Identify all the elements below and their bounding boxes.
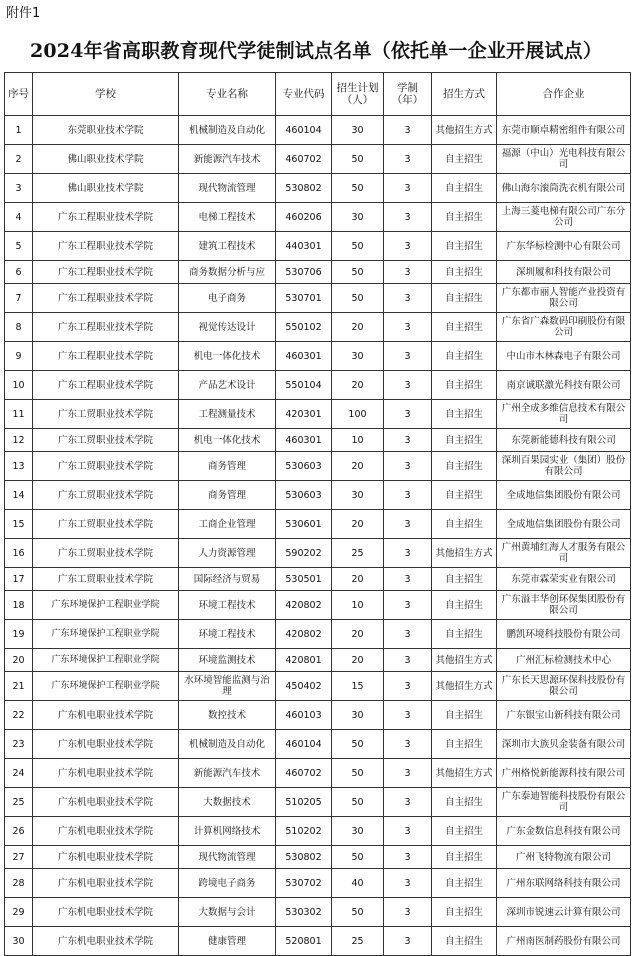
cell-enterprise: 广东都市丽人智能产业投资有限公司 — [497, 284, 631, 313]
cell-major: 电子商务 — [179, 284, 276, 313]
cell-major: 视觉传达设计 — [179, 313, 276, 342]
cell-no: 17 — [5, 568, 33, 591]
cell-code: 520801 — [276, 927, 332, 956]
cell-enterprise: 深圳市锐速云计算有限公司 — [497, 898, 631, 927]
cell-major: 新能源汽车技术 — [179, 145, 276, 174]
cell-no: 7 — [5, 284, 33, 313]
cell-major: 环境工程技术 — [179, 620, 276, 649]
cell-major: 新能源汽车技术 — [179, 759, 276, 788]
cell-plan: 50 — [332, 145, 384, 174]
table-row — [5, 261, 631, 284]
cell-school: 广东机电职业技术学院 — [33, 846, 179, 869]
cell-plan: 40 — [332, 869, 384, 898]
table-row — [5, 788, 631, 817]
cell-plan: 20 — [332, 452, 384, 481]
cell-enterprise: 福源（中山）光电科技有限公司 — [497, 145, 631, 174]
cell-mode: 自主招生 — [432, 568, 497, 591]
table-row — [5, 452, 631, 481]
cell-plan: 50 — [332, 232, 384, 261]
cell-code: 510205 — [276, 788, 332, 817]
cell-enterprise: 广州汇标检测技术中心 — [497, 649, 631, 672]
cell-school: 广东环境保护工程职业学院 — [33, 591, 179, 620]
cell-enterprise: 南京诚联激光科技有限公司 — [497, 371, 631, 400]
cell-enterprise: 全成地信集团股份有限公司 — [497, 481, 631, 510]
cell-school: 广东机电职业技术学院 — [33, 898, 179, 927]
cell-code: 530802 — [276, 846, 332, 869]
header-plan-line2: （人） — [341, 94, 374, 106]
cell-code: 530802 — [276, 174, 332, 203]
cell-mode: 其他招生方式 — [432, 539, 497, 568]
cell-code: 460206 — [276, 203, 332, 232]
cell-major: 大数据技术 — [179, 788, 276, 817]
table-row — [5, 846, 631, 869]
cell-school: 广东工程职业技术学院 — [33, 203, 179, 232]
cell-mode: 其他招生方式 — [432, 116, 497, 145]
cell-school: 广东环境保护工程职业学院 — [33, 620, 179, 649]
cell-years: 3 — [384, 672, 432, 701]
cell-major: 工程测量技术 — [179, 400, 276, 429]
table-row — [5, 174, 631, 203]
cell-mode: 自主招生 — [432, 898, 497, 927]
table-row — [5, 400, 631, 429]
cell-code: 460301 — [276, 429, 332, 452]
cell-years: 3 — [384, 701, 432, 730]
cell-major: 机电一体化技术 — [179, 429, 276, 452]
cell-years: 3 — [384, 591, 432, 620]
cell-no: 26 — [5, 817, 33, 846]
header-enterprise: 合作企业 — [497, 73, 631, 116]
cell-major: 产品艺术设计 — [179, 371, 276, 400]
cell-mode: 其他招生方式 — [432, 672, 497, 701]
cell-school: 广东机电职业技术学院 — [33, 927, 179, 956]
cell-code: 460301 — [276, 342, 332, 371]
cell-enterprise: 深圳履和科技有限公司 — [497, 261, 631, 284]
table-row — [5, 342, 631, 371]
cell-years: 3 — [384, 429, 432, 452]
cell-mode: 其他招生方式 — [432, 759, 497, 788]
cell-enterprise: 东莞市顺卓精密组件有限公司 — [497, 116, 631, 145]
cell-enterprise: 广州南医制药股份有限公司 — [497, 927, 631, 956]
cell-mode: 自主招生 — [432, 591, 497, 620]
cell-years: 3 — [384, 788, 432, 817]
cell-mode: 自主招生 — [432, 620, 497, 649]
cell-years: 3 — [384, 145, 432, 174]
cell-major: 环境工程技术 — [179, 591, 276, 620]
cell-code: 550104 — [276, 371, 332, 400]
cell-no: 4 — [5, 203, 33, 232]
cell-code: 530603 — [276, 481, 332, 510]
cell-school: 广东工贸职业技术学院 — [33, 539, 179, 568]
cell-mode: 自主招生 — [432, 452, 497, 481]
cell-school: 广东机电职业技术学院 — [33, 759, 179, 788]
header-school: 学校 — [33, 73, 179, 116]
cell-enterprise: 鹏凯环境科技股份有限公司 — [497, 620, 631, 649]
cell-code: 530706 — [276, 261, 332, 284]
cell-code: 450402 — [276, 672, 332, 701]
cell-mode: 自主招生 — [432, 145, 497, 174]
table-row — [5, 869, 631, 898]
attachment-label: 附件1 — [6, 6, 41, 21]
cell-no: 23 — [5, 730, 33, 759]
cell-school: 广东机电职业技术学院 — [33, 730, 179, 759]
cell-plan: 10 — [332, 429, 384, 452]
header-code: 专业代码 — [276, 73, 332, 116]
cell-code: 530501 — [276, 568, 332, 591]
table-row — [5, 701, 631, 730]
cell-school: 佛山职业技术学院 — [33, 145, 179, 174]
cell-enterprise: 佛山海尔滚筒洗衣机有限公司 — [497, 174, 631, 203]
cell-enterprise: 广州格悦新能源科技有限公司 — [497, 759, 631, 788]
cell-mode: 自主招生 — [432, 400, 497, 429]
cell-plan: 50 — [332, 284, 384, 313]
header-major: 专业名称 — [179, 73, 276, 116]
cell-school: 广东工程职业技术学院 — [33, 284, 179, 313]
cell-mode: 自主招生 — [432, 371, 497, 400]
table-row — [5, 145, 631, 174]
cell-major: 水环境智能监测与治理 — [179, 672, 276, 701]
cell-mode: 自主招生 — [432, 429, 497, 452]
header-years-line1: 学制 — [397, 82, 418, 94]
header-mode: 招生方式 — [432, 73, 497, 116]
table-row — [5, 539, 631, 568]
cell-school: 广东工贸职业技术学院 — [33, 481, 179, 510]
cell-mode: 自主招生 — [432, 203, 497, 232]
cell-plan: 15 — [332, 672, 384, 701]
cell-code: 460702 — [276, 145, 332, 174]
cell-plan: 20 — [332, 313, 384, 342]
cell-no: 5 — [5, 232, 33, 261]
cell-years: 3 — [384, 232, 432, 261]
cell-code: 530603 — [276, 452, 332, 481]
cell-no: 14 — [5, 481, 33, 510]
cell-code: 460104 — [276, 116, 332, 145]
table-row — [5, 898, 631, 927]
cell-no: 21 — [5, 672, 33, 701]
table-row — [5, 672, 631, 701]
cell-school: 广东工程职业技术学院 — [33, 371, 179, 400]
cell-mode: 自主招生 — [432, 817, 497, 846]
cell-no: 12 — [5, 429, 33, 452]
cell-years: 3 — [384, 481, 432, 510]
cell-school: 广东机电职业技术学院 — [33, 701, 179, 730]
header-no: 序号 — [5, 73, 33, 116]
cell-enterprise: 深圳百果园实业（集团）股份有限公司 — [497, 452, 631, 481]
cell-school: 广东机电职业技术学院 — [33, 817, 179, 846]
cell-enterprise: 中山市木林森电子有限公司 — [497, 342, 631, 371]
table-row — [5, 232, 631, 261]
cell-plan: 30 — [332, 481, 384, 510]
cell-enterprise: 广州黄埔红海人才服务有限公司 — [497, 539, 631, 568]
cell-years: 3 — [384, 261, 432, 284]
cell-plan: 50 — [332, 730, 384, 759]
cell-school: 佛山职业技术学院 — [33, 174, 179, 203]
cell-no: 3 — [5, 174, 33, 203]
cell-major: 机电一体化技术 — [179, 342, 276, 371]
cell-mode: 自主招生 — [432, 730, 497, 759]
cell-major: 现代物流管理 — [179, 846, 276, 869]
cell-no: 24 — [5, 759, 33, 788]
cell-code: 420801 — [276, 649, 332, 672]
cell-years: 3 — [384, 284, 432, 313]
table-body — [5, 116, 631, 956]
cell-plan: 50 — [332, 759, 384, 788]
cell-no: 18 — [5, 591, 33, 620]
cell-major: 工商企业管理 — [179, 510, 276, 539]
cell-mode: 自主招生 — [432, 284, 497, 313]
cell-years: 3 — [384, 846, 432, 869]
cell-school: 广东工程职业技术学院 — [33, 232, 179, 261]
cell-plan: 30 — [332, 701, 384, 730]
cell-years: 3 — [384, 203, 432, 232]
cell-code: 440301 — [276, 232, 332, 261]
cell-mode: 自主招生 — [432, 313, 497, 342]
cell-code: 530601 — [276, 510, 332, 539]
cell-major: 建筑工程技术 — [179, 232, 276, 261]
cell-years: 3 — [384, 759, 432, 788]
table-row — [5, 429, 631, 452]
cell-no: 15 — [5, 510, 33, 539]
table-row — [5, 203, 631, 232]
cell-no: 6 — [5, 261, 33, 284]
cell-school: 广东工贸职业技术学院 — [33, 429, 179, 452]
cell-plan: 50 — [332, 898, 384, 927]
cell-plan: 20 — [332, 620, 384, 649]
cell-plan: 50 — [332, 788, 384, 817]
cell-code: 420301 — [276, 400, 332, 429]
cell-plan: 25 — [332, 927, 384, 956]
cell-no: 2 — [5, 145, 33, 174]
cell-school: 广东机电职业技术学院 — [33, 788, 179, 817]
cell-years: 3 — [384, 898, 432, 927]
cell-school: 广东环境保护工程职业学院 — [33, 649, 179, 672]
table-row — [5, 313, 631, 342]
cell-no: 19 — [5, 620, 33, 649]
cell-plan: 30 — [332, 116, 384, 145]
cell-mode: 自主招生 — [432, 927, 497, 956]
cell-school: 广东工贸职业技术学院 — [33, 568, 179, 591]
cell-enterprise: 广东溢丰华创环保集团股份有限公司 — [497, 591, 631, 620]
cell-mode: 自主招生 — [432, 232, 497, 261]
cell-code: 550102 — [276, 313, 332, 342]
table-row — [5, 759, 631, 788]
cell-enterprise: 深圳市大族贝金装备有限公司 — [497, 730, 631, 759]
header-plan — [332, 73, 384, 116]
cell-no: 9 — [5, 342, 33, 371]
cell-plan: 50 — [332, 174, 384, 203]
cell-years: 3 — [384, 730, 432, 759]
cell-major: 大数据与会计 — [179, 898, 276, 927]
cell-years: 3 — [384, 371, 432, 400]
cell-code: 460104 — [276, 730, 332, 759]
cell-major: 电梯工程技术 — [179, 203, 276, 232]
cell-major: 机械制造及自动化 — [179, 116, 276, 145]
cell-plan: 20 — [332, 649, 384, 672]
cell-enterprise: 广州飞特物流有限公司 — [497, 846, 631, 869]
cell-mode: 其他招生方式 — [432, 649, 497, 672]
cell-school: 东莞职业技术学院 — [33, 116, 179, 145]
cell-enterprise: 广东银宝山新科技有限公司 — [497, 701, 631, 730]
cell-major: 计算机网络技术 — [179, 817, 276, 846]
cell-code: 510202 — [276, 817, 332, 846]
cell-no: 22 — [5, 701, 33, 730]
cell-years: 3 — [384, 817, 432, 846]
cell-years: 3 — [384, 400, 432, 429]
cell-years: 3 — [384, 568, 432, 591]
cell-plan: 20 — [332, 568, 384, 591]
cell-no: 30 — [5, 927, 33, 956]
cell-plan: 50 — [332, 846, 384, 869]
cell-no: 25 — [5, 788, 33, 817]
cell-years: 3 — [384, 649, 432, 672]
table-row — [5, 620, 631, 649]
cell-major: 跨境电子商务 — [179, 869, 276, 898]
cell-major: 商务数据分析与应 — [179, 261, 276, 284]
cell-mode: 自主招生 — [432, 846, 497, 869]
cell-school: 广东工贸职业技术学院 — [33, 452, 179, 481]
cell-school: 广东工程职业技术学院 — [33, 342, 179, 371]
cell-enterprise: 广东省广森数码印刷股份有限公司 — [497, 313, 631, 342]
cell-years: 3 — [384, 342, 432, 371]
cell-mode: 自主招生 — [432, 342, 497, 371]
cell-no: 20 — [5, 649, 33, 672]
cell-school: 广东工程职业技术学院 — [33, 313, 179, 342]
pilot-list-table — [4, 72, 631, 956]
cell-enterprise: 广州东联网络科技有限公司 — [497, 869, 631, 898]
table-row — [5, 730, 631, 759]
cell-plan: 30 — [332, 342, 384, 371]
cell-mode: 自主招生 — [432, 869, 497, 898]
cell-mode: 自主招生 — [432, 510, 497, 539]
cell-enterprise: 东莞市霖荣实业有限公司 — [497, 568, 631, 591]
cell-years: 3 — [384, 313, 432, 342]
cell-plan: 20 — [332, 371, 384, 400]
table-row — [5, 591, 631, 620]
cell-major: 机械制造及自动化 — [179, 730, 276, 759]
cell-enterprise: 广东长天思源环保科技股份有限公司 — [497, 672, 631, 701]
cell-plan: 100 — [332, 400, 384, 429]
cell-mode: 自主招生 — [432, 261, 497, 284]
table-row — [5, 510, 631, 539]
cell-years: 3 — [384, 539, 432, 568]
cell-no: 29 — [5, 898, 33, 927]
cell-enterprise: 广东华标检测中心有限公司 — [497, 232, 631, 261]
cell-years: 3 — [384, 116, 432, 145]
cell-no: 1 — [5, 116, 33, 145]
cell-no: 27 — [5, 846, 33, 869]
cell-plan: 30 — [332, 817, 384, 846]
cell-mode: 自主招生 — [432, 788, 497, 817]
cell-plan: 10 — [332, 591, 384, 620]
cell-years: 3 — [384, 452, 432, 481]
cell-plan: 50 — [332, 261, 384, 284]
cell-major: 健康管理 — [179, 927, 276, 956]
cell-enterprise: 东莞新能德科技有限公司 — [497, 429, 631, 452]
page-title: 2024年省高职教育现代学徒制试点名单（依托单一企业开展试点） — [29, 40, 603, 62]
table-row — [5, 927, 631, 956]
cell-major: 国际经济与贸易 — [179, 568, 276, 591]
table-row — [5, 481, 631, 510]
cell-code: 530702 — [276, 869, 332, 898]
table-row — [5, 116, 631, 145]
table-row — [5, 649, 631, 672]
cell-years: 3 — [384, 510, 432, 539]
cell-major: 人力资源管理 — [179, 539, 276, 568]
cell-code: 460103 — [276, 701, 332, 730]
cell-years: 3 — [384, 927, 432, 956]
cell-major: 数控技术 — [179, 701, 276, 730]
cell-plan: 20 — [332, 510, 384, 539]
cell-no: 16 — [5, 539, 33, 568]
cell-mode: 自主招生 — [432, 481, 497, 510]
cell-mode: 自主招生 — [432, 174, 497, 203]
cell-school: 广东工程职业技术学院 — [33, 261, 179, 284]
table-row — [5, 568, 631, 591]
cell-school: 广东环境保护工程职业学院 — [33, 672, 179, 701]
cell-code: 460702 — [276, 759, 332, 788]
header-plan-line1: 招生计划 — [336, 82, 379, 94]
cell-major: 环境监测技术 — [179, 649, 276, 672]
cell-no: 11 — [5, 400, 33, 429]
cell-code: 420802 — [276, 620, 332, 649]
cell-code: 590202 — [276, 539, 332, 568]
cell-code: 530701 — [276, 284, 332, 313]
cell-enterprise: 广州全成多维信息技术有限公司 — [497, 400, 631, 429]
cell-no: 13 — [5, 452, 33, 481]
cell-school: 广东工贸职业技术学院 — [33, 400, 179, 429]
table-row — [5, 817, 631, 846]
header-years-line2: （年） — [391, 94, 424, 106]
cell-plan: 25 — [332, 539, 384, 568]
cell-school: 广东机电职业技术学院 — [33, 869, 179, 898]
cell-years: 3 — [384, 620, 432, 649]
table-row — [5, 284, 631, 313]
cell-mode: 自主招生 — [432, 701, 497, 730]
cell-major: 商务管理 — [179, 481, 276, 510]
cell-school: 广东工贸职业技术学院 — [33, 510, 179, 539]
cell-plan: 30 — [332, 203, 384, 232]
cell-years: 3 — [384, 174, 432, 203]
cell-enterprise: 全成地信集团股份有限公司 — [497, 510, 631, 539]
cell-enterprise: 广东金数信息科技有限公司 — [497, 817, 631, 846]
table-row — [5, 371, 631, 400]
cell-major: 现代物流管理 — [179, 174, 276, 203]
table-header-row — [5, 73, 631, 116]
cell-enterprise: 广东泰迪智能科技股份有限公司 — [497, 788, 631, 817]
header-years — [384, 73, 432, 116]
cell-code: 420802 — [276, 591, 332, 620]
cell-enterprise: 上海三菱电梯有限公司广东分公司 — [497, 203, 631, 232]
cell-no: 10 — [5, 371, 33, 400]
cell-no: 28 — [5, 869, 33, 898]
cell-years: 3 — [384, 869, 432, 898]
cell-major: 商务管理 — [179, 452, 276, 481]
cell-no: 8 — [5, 313, 33, 342]
cell-code: 530302 — [276, 898, 332, 927]
